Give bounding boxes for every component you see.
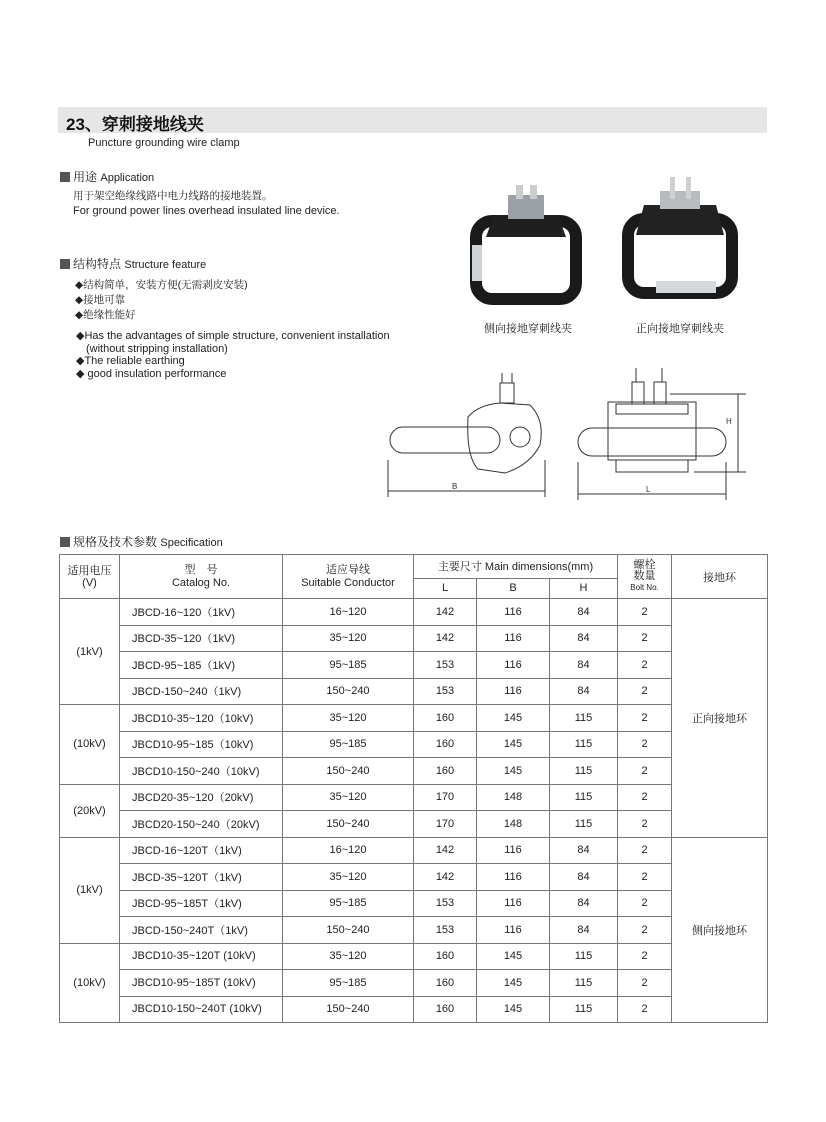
- h-cell: 84: [550, 678, 618, 705]
- l-cell: 142: [414, 864, 477, 891]
- voltage-cell: (10kV): [60, 943, 120, 1023]
- model-header-en: Catalog No.: [171, 576, 231, 589]
- h-cell: 115: [550, 731, 618, 758]
- page-title: 23、穿刺接地线夹: [66, 115, 204, 134]
- table-row: [60, 625, 768, 652]
- b-cell: 145: [477, 943, 550, 970]
- l-cell: 153: [414, 890, 477, 917]
- model-cell: JBCD10-150~240T (10kV): [120, 996, 283, 1023]
- bolt-cell: 2: [618, 837, 672, 864]
- bolt-cell: 2: [618, 970, 672, 997]
- voltage-cell: (1kV): [60, 599, 120, 705]
- model-cell: JBCD-95~185T（1kV): [120, 890, 283, 917]
- front-ground-clamp-photo: [616, 175, 746, 307]
- voltage-header-cn: 适用电压: [67, 564, 112, 577]
- dim-b-label: B: [452, 482, 458, 491]
- list-item: (without stripping installation): [86, 342, 228, 355]
- dim-l-label: L: [646, 485, 651, 494]
- dim-h-label: H: [726, 417, 732, 426]
- h-cell: 115: [550, 943, 618, 970]
- list-item: ◆接地可靠: [75, 294, 126, 306]
- structure-heading-cn: 结构特点: [73, 257, 122, 271]
- bolt-cell: 2: [618, 890, 672, 917]
- square-bullet-icon: [60, 259, 70, 269]
- spec-heading-en: Specification: [160, 537, 223, 549]
- l-cell: 160: [414, 705, 477, 732]
- l-cell: 153: [414, 652, 477, 679]
- model-cell: JBCD20-150~240（20kV): [120, 811, 283, 838]
- front-view-drawing: [574, 362, 750, 502]
- list-item: ◆结构简单，安装方便(无需剥皮安装): [75, 279, 248, 291]
- h-cell: 84: [550, 917, 618, 944]
- h-cell: 115: [550, 811, 618, 838]
- b-cell: 148: [477, 811, 550, 838]
- conductor-cell: 95~185: [283, 731, 414, 758]
- conductor-cell: 150~240: [283, 811, 414, 838]
- bolt-cell: 2: [618, 784, 672, 811]
- table-row: [60, 678, 768, 705]
- table-row: [60, 837, 768, 864]
- front-clamp-caption: 正向接地穿刺线夹: [636, 323, 724, 335]
- l-cell: 142: [414, 625, 477, 652]
- model-cell: JBCD-35~120（1kV): [120, 625, 283, 652]
- list-item: ◆绝缘性能好: [75, 309, 136, 321]
- conductor-header-en: Suitable Conductor: [301, 576, 395, 589]
- application-heading-en: Application: [100, 172, 155, 184]
- conductor-cell: 35~120: [283, 943, 414, 970]
- model-cell: JBCD-150~240T（1kV): [120, 917, 283, 944]
- l-cell: 153: [414, 917, 477, 944]
- l-cell: 160: [414, 996, 477, 1023]
- model-cell: JBCD-35~120T（1kV): [120, 864, 283, 891]
- application-heading-cn: 用途: [73, 170, 98, 184]
- table-row: [60, 784, 768, 811]
- h-cell: 115: [550, 758, 618, 785]
- table-row: [60, 890, 768, 917]
- structure-list-cn: [75, 278, 248, 323]
- h-cell: 115: [550, 784, 618, 811]
- bolt-header-cn1: 螺栓: [633, 559, 656, 571]
- l-cell: 142: [414, 837, 477, 864]
- model-cell: JBCD10-35~120T (10kV): [120, 943, 283, 970]
- b-cell: 116: [477, 917, 550, 944]
- b-cell: 145: [477, 731, 550, 758]
- b-cell: 148: [477, 784, 550, 811]
- conductor-cell: 150~240: [283, 678, 414, 705]
- h-cell: 115: [550, 970, 618, 997]
- table-row: [60, 652, 768, 679]
- conductor-header: [283, 555, 414, 599]
- conductor-cell: 150~240: [283, 917, 414, 944]
- l-cell: 170: [414, 811, 477, 838]
- square-bullet-icon: [60, 537, 70, 547]
- bolt-cell: 2: [618, 731, 672, 758]
- conductor-cell: 35~120: [283, 625, 414, 652]
- conductor-cell: 95~185: [283, 890, 414, 917]
- bolt-cell: 2: [618, 625, 672, 652]
- conductor-cell: 95~185: [283, 970, 414, 997]
- l-cell: 160: [414, 943, 477, 970]
- table-row: [60, 811, 768, 838]
- list-item: ◆Has the advantages of simple structure, convenient installation: [76, 330, 390, 342]
- table-header-row: [60, 555, 768, 579]
- h-cell: 84: [550, 890, 618, 917]
- b-cell: 116: [477, 837, 550, 864]
- h-cell: 84: [550, 652, 618, 679]
- b-cell: 145: [477, 758, 550, 785]
- bolt-cell: 2: [618, 917, 672, 944]
- l-header: L: [414, 578, 477, 598]
- h-cell: 84: [550, 864, 618, 891]
- model-header: [120, 555, 283, 599]
- structure-heading: [60, 255, 206, 272]
- h-header: H: [550, 578, 618, 598]
- model-cell: JBCD-150~240（1kV): [120, 678, 283, 705]
- bolt-cell: 2: [618, 943, 672, 970]
- l-cell: 153: [414, 678, 477, 705]
- page-subtitle: Puncture grounding wire clamp: [88, 137, 240, 149]
- table-row: [60, 705, 768, 732]
- bolt-cell: 2: [618, 996, 672, 1023]
- bolt-header-cn2: 数量: [633, 570, 656, 582]
- side-ground-clamp-photo: [466, 183, 596, 313]
- conductor-header-cn: 适应导线: [326, 563, 370, 576]
- table-row: [60, 864, 768, 891]
- conductor-cell: 16~120: [283, 837, 414, 864]
- bolt-header-en: Bolt No.: [630, 583, 659, 592]
- spec-heading: [60, 533, 223, 550]
- b-cell: 145: [477, 970, 550, 997]
- conductor-cell: 35~120: [283, 864, 414, 891]
- conductor-cell: 150~240: [283, 758, 414, 785]
- application-heading: [60, 168, 154, 185]
- side-clamp-caption: 侧向接地穿刺线夹: [484, 323, 572, 335]
- model-cell: JBCD-95~185（1kV): [120, 652, 283, 679]
- bolt-cell: 2: [618, 678, 672, 705]
- voltage-header: [60, 555, 120, 599]
- b-cell: 116: [477, 890, 550, 917]
- l-cell: 160: [414, 970, 477, 997]
- conductor-cell: 95~185: [283, 652, 414, 679]
- spec-heading-cn: 规格及技术参数: [73, 535, 158, 549]
- table-row: [60, 996, 768, 1023]
- side-view-drawing: [380, 365, 555, 500]
- b-cell: 145: [477, 996, 550, 1023]
- model-cell: JBCD10-35~120（10kV): [120, 705, 283, 732]
- conductor-cell: 150~240: [283, 996, 414, 1023]
- ring-type-cell: 正向接地环: [672, 599, 768, 838]
- table-row: [60, 943, 768, 970]
- table-row: [60, 917, 768, 944]
- table-row: [60, 599, 768, 626]
- b-cell: 116: [477, 599, 550, 626]
- h-cell: 115: [550, 996, 618, 1023]
- application-line-en: For ground power lines overhead insulated line device.: [73, 205, 340, 217]
- voltage-cell: (1kV): [60, 837, 120, 943]
- model-header-cn: 型 号: [184, 563, 218, 576]
- l-cell: 170: [414, 784, 477, 811]
- ring-header: 接地环: [672, 555, 768, 599]
- b-cell: 145: [477, 705, 550, 732]
- h-cell: 84: [550, 625, 618, 652]
- spec-table: [59, 554, 768, 1023]
- model-cell: JBCD10-150~240（10kV): [120, 758, 283, 785]
- model-cell: JBCD10-95~185（10kV): [120, 731, 283, 758]
- h-cell: 115: [550, 705, 618, 732]
- model-cell: JBCD-16~120T（1kV): [120, 837, 283, 864]
- bolt-cell: 2: [618, 811, 672, 838]
- model-cell: JBCD10-95~185T (10kV): [120, 970, 283, 997]
- b-cell: 116: [477, 625, 550, 652]
- l-cell: 142: [414, 599, 477, 626]
- application-line-cn: 用于架空绝缘线路中电力线路的接地装置。: [73, 190, 273, 202]
- bolt-cell: 2: [618, 705, 672, 732]
- b-cell: 116: [477, 652, 550, 679]
- voltage-cell: (10kV): [60, 705, 120, 785]
- table-row: [60, 731, 768, 758]
- l-cell: 160: [414, 758, 477, 785]
- bolt-cell: 2: [618, 599, 672, 626]
- b-header: B: [477, 578, 550, 598]
- l-cell: 160: [414, 731, 477, 758]
- structure-list-en: [76, 330, 390, 380]
- ring-type-cell: 侧向接地环: [672, 837, 768, 1023]
- model-cell: JBCD20-35~120（20kV): [120, 784, 283, 811]
- bolt-cell: 2: [618, 758, 672, 785]
- structure-heading-en: Structure feature: [124, 259, 207, 271]
- conductor-cell: 16~120: [283, 599, 414, 626]
- square-bullet-icon: [60, 172, 70, 182]
- model-cell: JBCD-16~120（1kV): [120, 599, 283, 626]
- bolt-cell: 2: [618, 652, 672, 679]
- dims-header: 主要尺寸 Main dimensions(mm): [414, 555, 618, 579]
- bolt-cell: 2: [618, 864, 672, 891]
- h-cell: 84: [550, 837, 618, 864]
- voltage-cell: (20kV): [60, 784, 120, 837]
- table-row: [60, 758, 768, 785]
- b-cell: 116: [477, 864, 550, 891]
- conductor-cell: 35~120: [283, 705, 414, 732]
- b-cell: 116: [477, 678, 550, 705]
- list-item: ◆The reliable earthing: [76, 355, 185, 367]
- voltage-header-unit: (V): [82, 576, 97, 589]
- table-row: [60, 970, 768, 997]
- bolt-header: [618, 555, 672, 599]
- list-item: ◆ good insulation performance: [76, 367, 227, 380]
- h-cell: 84: [550, 599, 618, 626]
- conductor-cell: 35~120: [283, 784, 414, 811]
